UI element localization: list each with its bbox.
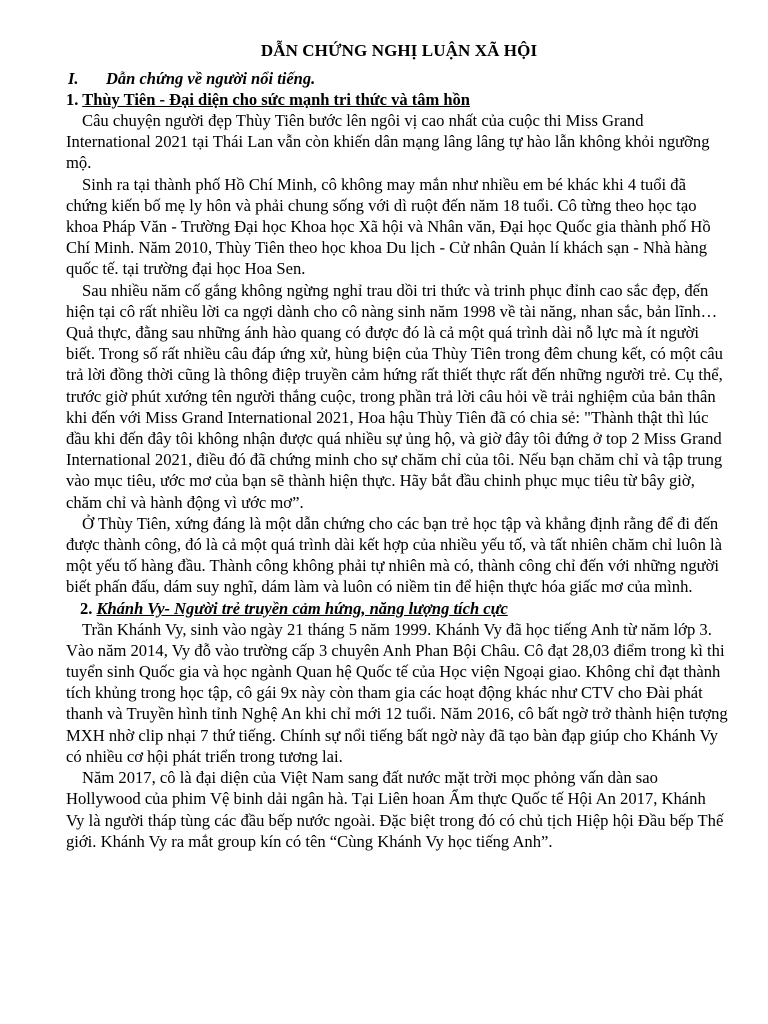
paragraph: Năm 2017, cô là đại diện của Việt Nam sang đất nước mặt trời mọc phỏng vấn dàn sao Hollywood của phim Vệ binh dải ngân hà. Tại Liên hoan Ẩm thực Quốc tế Hội An 2017, Khánh Vy là người tháp tùng các đầu bếp nước ngoài. Đặc biệt trong đó có chủ tịch Hiệp hội Đầu bếp Thế giới. Khánh Vy ra mắt group kín có tên “Cùng Khánh Vy học tiếng Anh”. [66, 768, 724, 851]
paragraph: Sau nhiều năm cố gắng không ngừng nghỉ trau dồi tri thức và trinh phục đỉnh cao sắc đẹp, đến hiện tại cô rất nhiều lời ca ngợi dành cho cô nàng sinh năm 1998 về tài năng, nhan sắc, bản lĩnh… Quả thực, đằng sau những ánh hào quang có được đó là cả một quá trình dài nỗ lực mà ít người biết. Trong số rất nhiều câu đáp ứng xử, hùng biện của Thùy Tiên trong đêm chung kết, có một câu trả lời đồng thời cũng là thông điệp truyền cảm hứng rất thiết thực rất đến những người trẻ. Cụ thể, trước giờ phút xướng tên người thắng cuộc, trong phần trả lời câu hỏi về trải nghiệm của bản thân khi đến với Miss Grand International 2021, Hoa hậu Thùy Tiên đã có chia sẻ: "Thành thật thì lúc đầu khi đến đây tôi không nhận được quá nhiều sự ủng hộ, và giờ đây tôi đứng ở top 2 Miss Grand International 2021, điều đó đã chứng minh cho sự chăm chỉ của tôi. Nếu bạn chăm chỉ và tập trung vào mục tiêu, ước mơ của bạn sẽ thành hiện thực. Hãy bắt đầu chinh phục mục tiêu từ bây giờ, chăm chỉ và hành động vì ước mơ”. [66, 280, 723, 512]
section-heading [66, 68, 728, 89]
section-title: Dẫn chứng về người nổi tiếng. [106, 69, 316, 88]
subsection-heading-khanh-vy [66, 598, 728, 619]
paragraph: Trần Khánh Vy, sinh vào ngày 21 tháng 5 năm 1999. Khánh Vy đã học tiếng Anh từ năm lớp 3. Vào năm 2014, Vy đỗ vào trường cấp 3 chuyên Anh Phan Bội Châu. Cô đạt 28,03 điểm trong kì thi tuyển sinh Quốc gia và học ngành Quan hệ Quốc tế của Học viện Ngoại giao. Không chỉ đạt thành tích khủng trong học tập, cô gái 9x này còn tham gia các hoạt động khác như CTV cho Đài phát thanh và Truyền hình tỉnh Nghệ An khi chỉ mới 12 tuổi. Năm 2016, cô bất ngờ trở thành hiện tượng MXH nhờ clip nhại 7 thứ tiếng. Chính sự nổi tiếng bất ngờ này đã tạo bàn đạp giúp cho Khánh Vy có nhiều cơ hội phát triển trong tương lai. [66, 619, 728, 766]
subsection-number: 2. [80, 598, 93, 618]
subsection-title: Khánh Vy- Người trẻ truyền cảm hứng, năng lượng tích cực [96, 598, 508, 618]
section-number: I. [68, 69, 79, 88]
subsection-number: 1. [66, 90, 79, 109]
document-title: DẪN CHỨNG NGHỊ LUẬN XÃ HỘI [260, 41, 538, 60]
paragraph: Ở Thùy Tiên, xứng đáng là một dẫn chứng cho các bạn trẻ học tập và khẳng định rằng để đi đến được thành công, đó là cả một quá trình dài kết hợp của nhiều yếu tố, và tất nhiên chăm chỉ luôn là một yếu tố hàng đầu. Thành công không phải tự nhiên mà có, thành công chỉ đến với những người biết phấn đấu, dám suy nghĩ, dám làm và luôn có niềm tin để hiện thực hóa giấc mơ của mình. [66, 513, 722, 597]
subsection-heading-thuy-tien [66, 89, 728, 110]
paragraph: Câu chuyện người đẹp Thùy Tiên bước lên ngôi vị cao nhất của cuộc thi Miss Grand International 2021 tại Thái Lan vẫn còn khiến dân mạng lâng lâng tự hào lẫn không khỏi ngưỡng mộ. [66, 111, 710, 173]
paragraph: Sinh ra tại thành phố Hồ Chí Minh, cô không may mắn như nhiều em bé khác khi 4 tuổi đã chứng kiến bố mẹ ly hôn và phải chung sống với dì ruột đến năm 18 tuổi. Cô từng theo học tạo khoa Pháp Văn - Trường Đại học Khoa học Xã hội và Nhân văn, Đại học Quốc gia thành phố Hồ Chí Minh. Năm 2010, Thùy Tiên theo học khoa Du lịch - Cử nhân Quản lí khách sạn - Nhà hàng quốc tế. tại trường đại học Hoa Sen. [66, 174, 711, 279]
subsection-title: Thùy Tiên - Đại diện cho sức mạnh tri thức và tâm hồn [82, 90, 470, 109]
